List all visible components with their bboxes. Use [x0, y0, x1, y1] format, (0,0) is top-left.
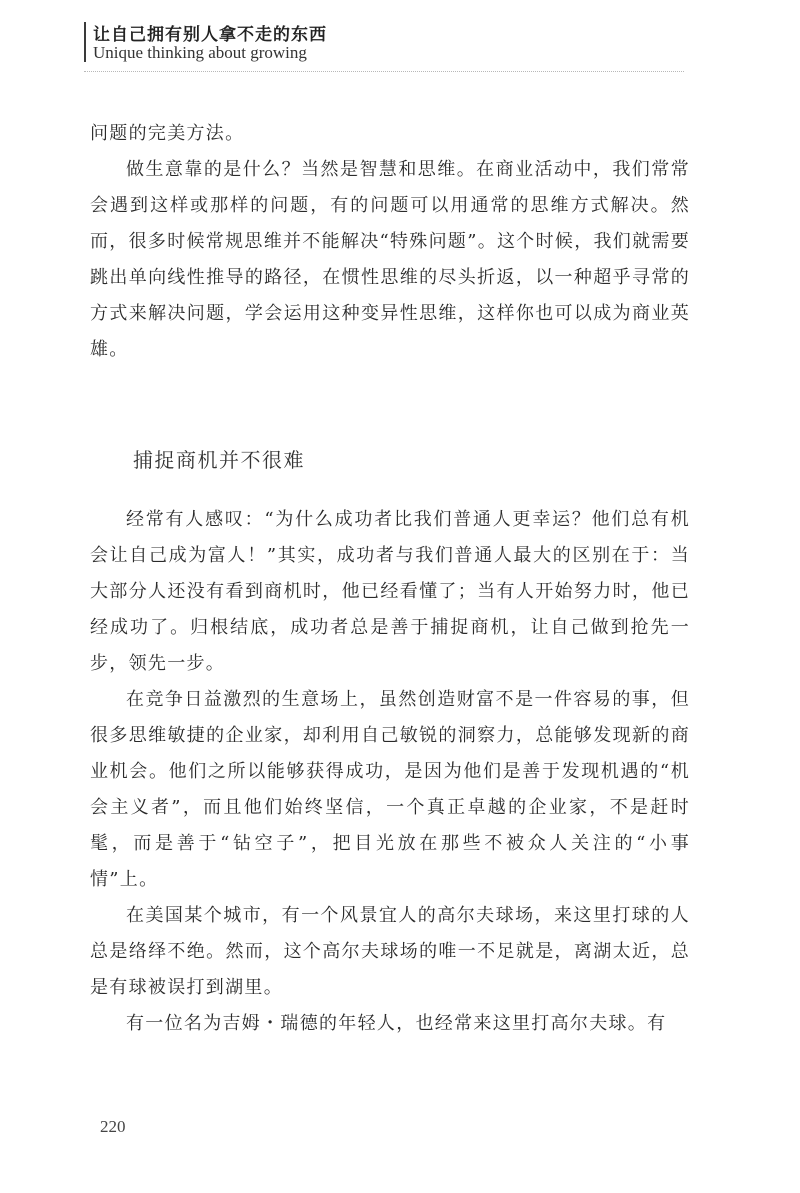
paragraph: 在美国某个城市，有一个风景宜人的高尔夫球场，来这里打球的人总是络绎不绝。然而，这个高尔夫球场的唯一不足就是，离湖太近，总是有球被误打到湖里。	[90, 905, 690, 998]
paragraph: 做生意靠的是什么？当然是智慧和思维。在商业活动中，我们常常会遇到这样或那样的问题，有的问题可以用通常的思维方式解决。然而，很多时候常规思维并不能解决“特殊问题”。这个时候，我们就需要跳出单向线性推导的路径，在惯性思维的尽头折返，以一种超乎寻常的方式来解决问题，学会运用这种变异性思维，这样你也可以成为商业英雄。	[90, 159, 691, 360]
paragraph: 经常有人感叹：“为什么成功者比我们普通人更幸运？他们总有机会让自己成为富人！”其实，成功者与我们普通人最大的区别在于：当大部分人还没有看到商机时，他已经看懂了；当有人开始努力时，他已经成功了。归根结底，成功者总是善于捕捉商机，让自己做到抢先一步，领先一步。	[90, 509, 690, 674]
header-subtitle: Unique thinking about growing	[93, 43, 307, 62]
paragraph: 在竞争日益激烈的生意场上，虽然创造财富不是一件容易的事，但很多思维敏捷的企业家，却利用自己敏锐的洞察力，总能够发现新的商业机会。他们之所以能够获得成功，是因为他们是善于发现机遇的“机会主义者”，而且他们始终坚信，一个真正卓越的企业家，不是赶时髦，而是善于“钻空子”，把目光放在那些不被众人关注的“小事情”上。	[90, 689, 690, 890]
header-accent-bar	[84, 22, 86, 62]
header-divider	[84, 71, 684, 72]
paragraph: 有一位名为吉姆・瑞德的年轻人，也经常来这里打高尔夫球。有	[126, 1013, 667, 1034]
section-text-block	[90, 502, 690, 1042]
header-title: 让自己拥有别人拿不走的东西	[93, 25, 327, 45]
running-header	[84, 18, 684, 64]
page-number: 220	[100, 1117, 126, 1136]
top-text-block	[90, 116, 690, 368]
section-heading: 捕捉商机并不很难	[133, 448, 305, 472]
paragraph-continuation: 问题的完美方法。	[90, 123, 245, 144]
